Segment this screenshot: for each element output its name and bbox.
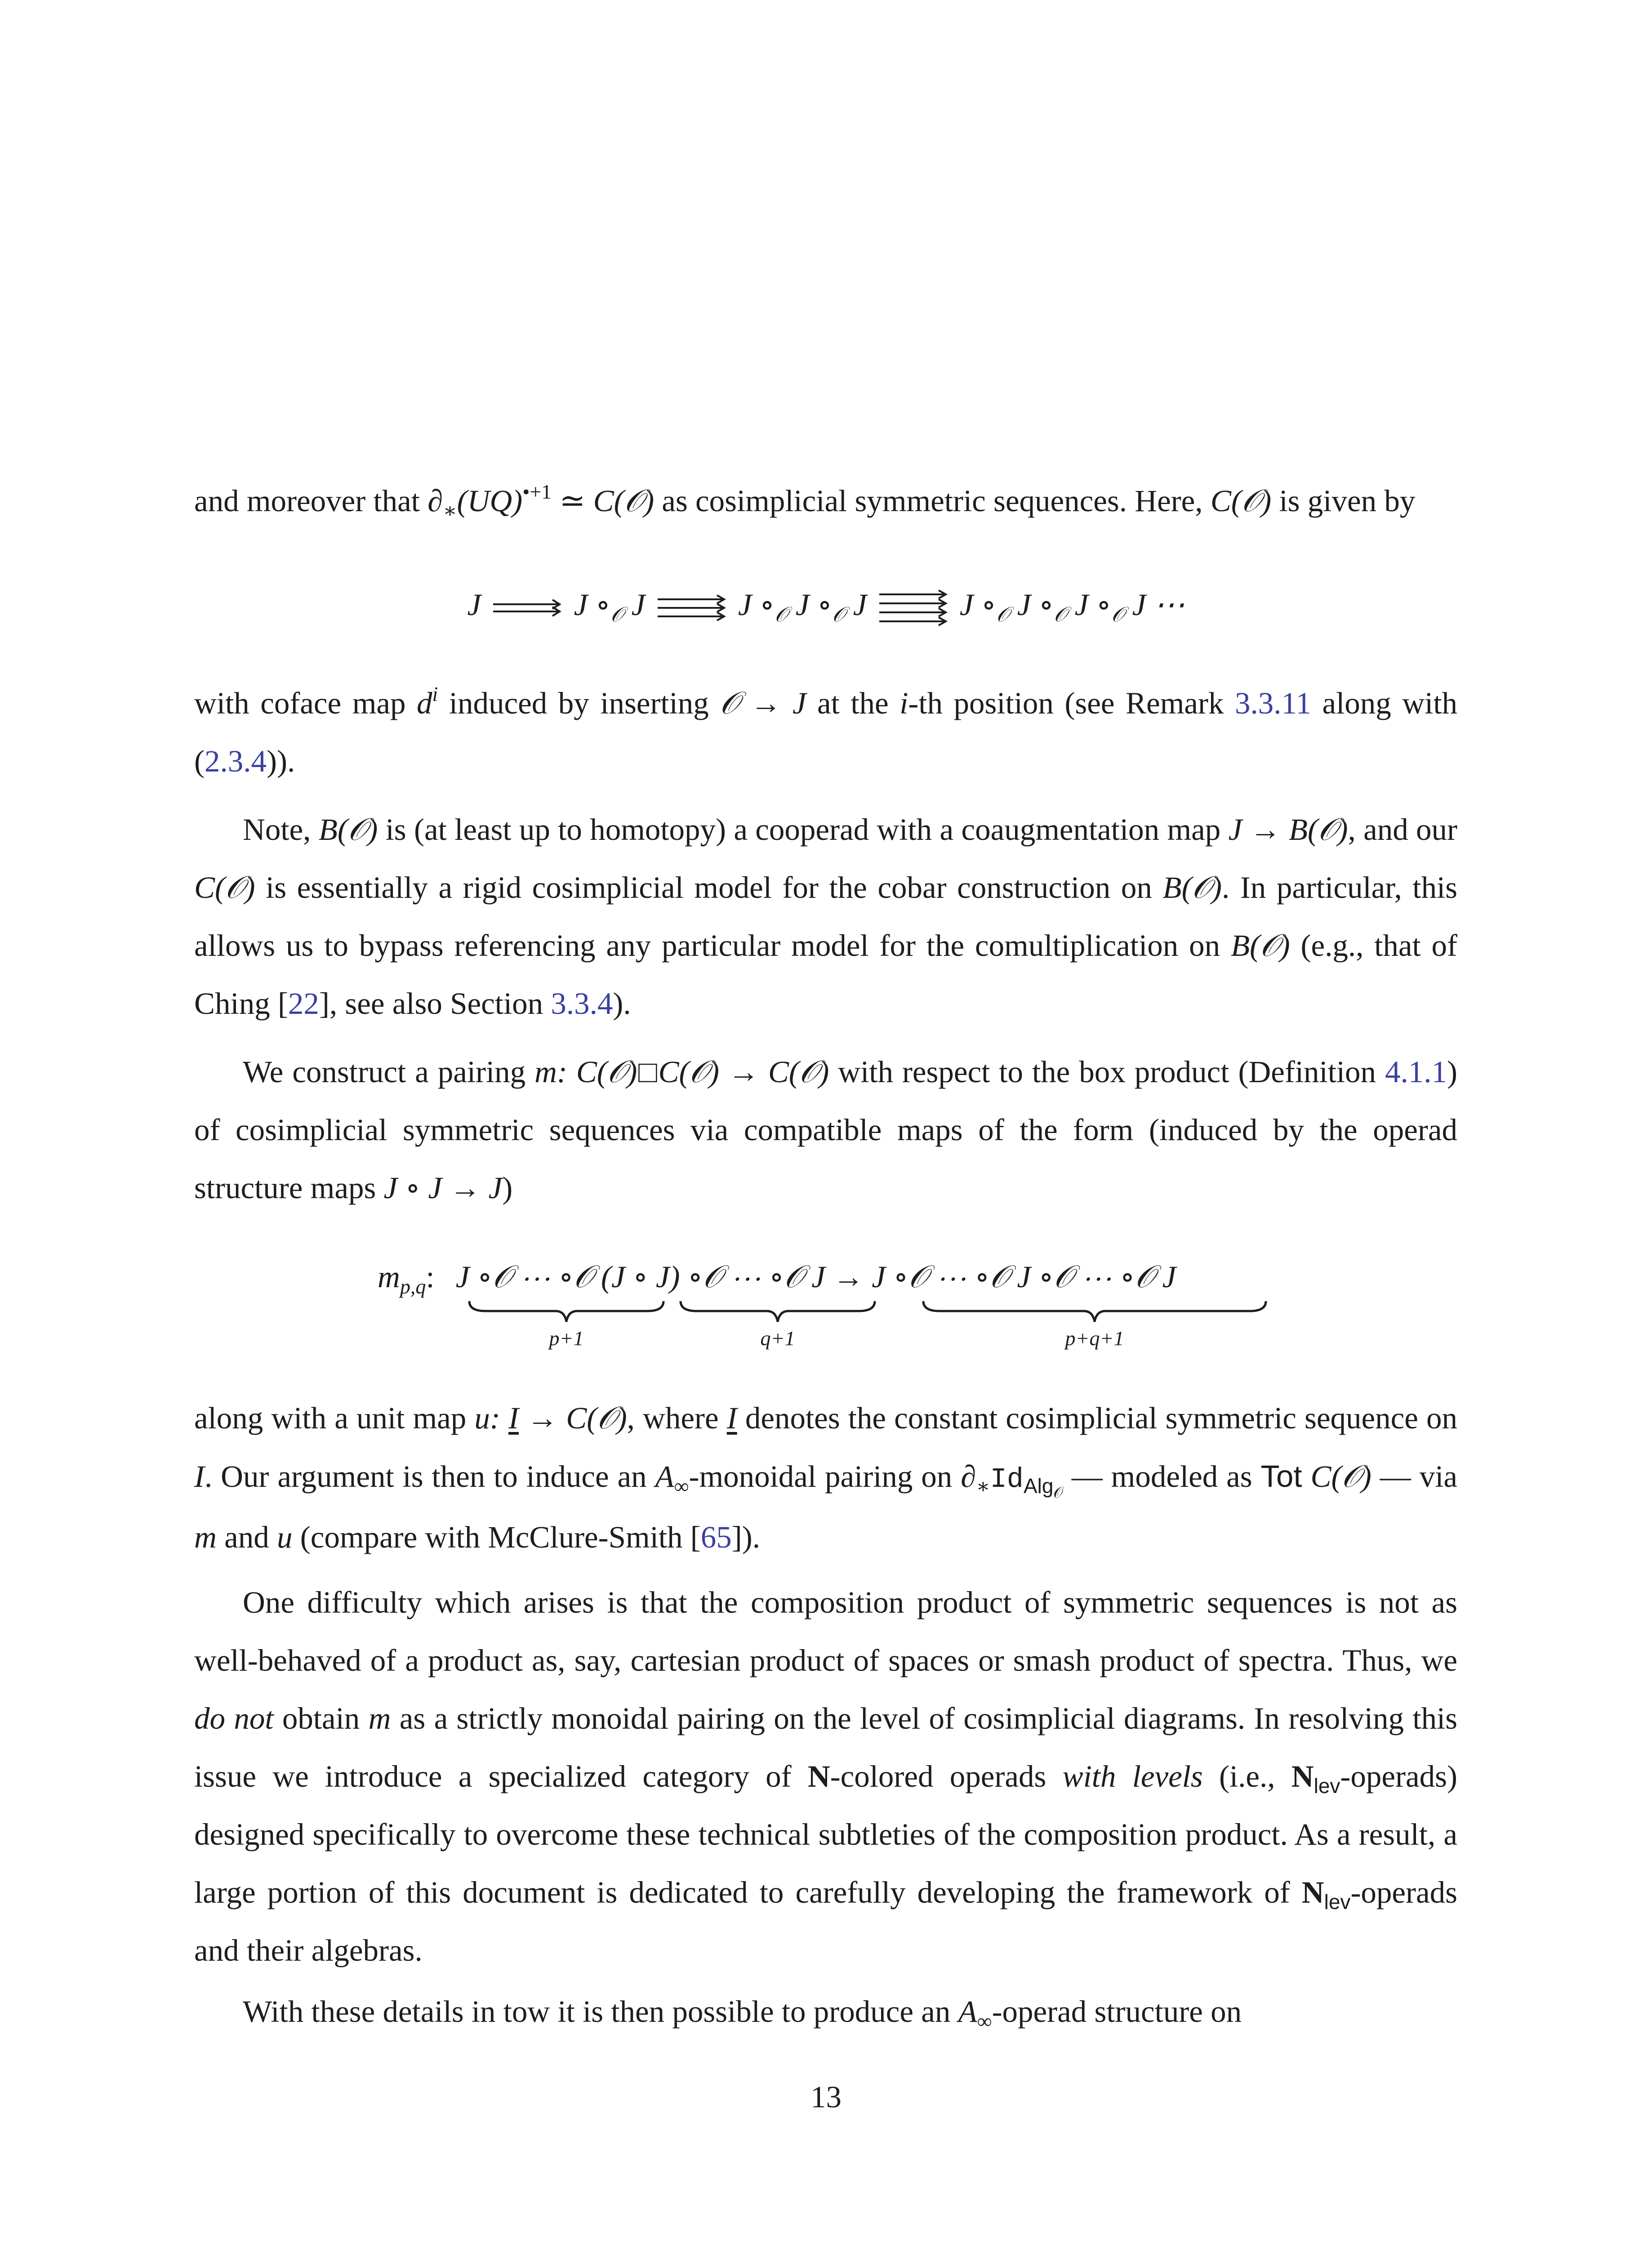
underbrace-label: q+1 [760,1327,795,1350]
text: ). [613,986,631,1021]
math-simeq: ≃ [552,484,593,518]
math: → C(𝒪) [518,1401,627,1435]
underbrace-icon [468,1299,665,1326]
emphasis: with levels [1062,1759,1203,1793]
math: d [417,686,432,720]
math: 𝒪 → J [720,686,806,720]
text: and moreover that [194,484,428,518]
text: ], see also Section [319,986,551,1021]
math-underline: I [508,1401,519,1435]
text: is given by [1271,484,1416,518]
double-arrow-icon [491,594,563,621]
citation-link[interactable]: 65 [700,1520,732,1554]
math-sub: 𝒪 [1054,603,1067,626]
math: J ∘ [1009,588,1054,622]
math: : [426,1260,435,1294]
math: J ∘ [574,588,611,622]
math: u: [474,1401,508,1435]
math-tt: Id [990,1463,1024,1495]
triple-arrow-icon [656,592,728,624]
math: (UQ) [457,484,523,518]
math: J ∘ [738,588,775,622]
text: ) [502,1171,513,1205]
text: ) of cosimplicial symmetric sequences via compatible maps of the form (induced by the operad structure maps [194,1055,1457,1205]
math: J [467,588,481,622]
math: J [845,588,867,622]
math-sup: i [432,682,438,705]
underbrace-icon [922,1299,1268,1326]
math [738,588,867,626]
math: J ∘ [788,588,833,622]
math: J ∘ [1067,588,1112,622]
math-sub: 𝒪 [1053,1485,1063,1501]
eq-link[interactable]: 2.3.4 [204,744,267,778]
display-cosimplicial [0,587,1652,627]
paragraph-5 [194,1389,1457,1576]
paragraph-4 [194,1043,1457,1227]
group-mid: J) ∘𝒪 ⋯ ∘𝒪 J [655,1260,825,1294]
group-right: J ∘𝒪 ⋯ ∘𝒪 J ∘𝒪 ⋯ ∘𝒪 J [872,1260,1176,1294]
math: B(𝒪) [318,812,378,847]
math: C(𝒪) [194,870,255,905]
math-sub: ∗ [443,499,457,522]
math: B(𝒪) [1231,928,1290,963]
math: B(𝒪) [1162,870,1222,905]
paragraph-1 [194,472,1457,540]
text: . In particular, this allows us to bypass referencing any particular model for the comultiplication on [194,870,1457,963]
math-sub: 𝒪 [832,603,846,626]
text: . Our argument is then to induce an [204,1459,655,1494]
citation-link[interactable]: 22 [288,986,319,1021]
text: , and our [1348,812,1458,847]
math-sub: ∞ [977,2010,992,2033]
math-sub: Alg [1024,1474,1054,1498]
display-pairing [0,1259,1652,1376]
math: J ∘ J → J [383,1171,503,1205]
math-sub: 𝒪 [775,603,788,626]
math: J → [1228,812,1281,847]
math-c-o: C(𝒪) [593,484,655,518]
math: ∘ [632,1260,648,1294]
quadruple-arrow-icon [877,589,949,627]
math: ∂ [427,484,443,518]
definition-link[interactable]: 4.1.1 [1385,1055,1447,1089]
text: Note, [243,812,319,847]
text: as a strictly monoidal pairing on the level of cosimplicial diagrams. In resolving this issue we introduce a specialized category of [194,1701,1458,1793]
math-sub: lev [1314,1774,1340,1798]
math-sub: 𝒪 [1111,603,1125,626]
text: )). [266,744,295,778]
group-left: J ∘𝒪 ⋯ ∘𝒪 (J [455,1260,625,1294]
text: with respect to the box product (Definition [829,1055,1385,1089]
pairing-formula [378,1259,1176,1298]
text: , where [627,1401,727,1435]
math: A [655,1459,674,1494]
text: denotes the constant cosimplicial symmetric sequence on [737,1401,1457,1435]
underbrace-label: p+q+1 [1065,1327,1124,1350]
math: m [368,1701,391,1735]
math-sub: ∞ [674,1475,689,1498]
text: as cosimplicial symmetric sequences. Here, [654,484,1211,518]
text: obtain [273,1701,369,1735]
math: m [378,1260,400,1294]
math: C(𝒪) [1302,1459,1371,1494]
math-sub: p,q [400,1275,426,1298]
text: along with a unit map [194,1401,475,1435]
math [959,588,1185,626]
text: induced by inserting [438,686,720,720]
math-partial [427,480,552,522]
math-sub: 𝒪 [610,603,624,626]
text: -operads and their algebras. [194,1875,1457,1967]
underbrace-icon [679,1299,877,1326]
math: J [623,588,646,622]
math-bold: N [1301,1875,1324,1909]
text: with coface map [194,686,417,720]
paragraph-2 [194,674,1457,800]
text: -operads) designed specifically to overcome these technical subtleties of the composition product. As a result, a large portion of this document is dedicated to carefully developing the framework of [194,1759,1457,1909]
math [574,588,646,626]
text: -monoidal pairing on [689,1459,961,1494]
text: is essentially a rigid cosimplicial model for the cobar construction on [255,870,1163,905]
math-c-o: C(𝒪) [1210,484,1272,518]
math: u [276,1520,293,1554]
math-coface [417,682,438,720]
text: One difficulty which arises is that the composition product of symmetric sequences is not as well-behaved of a product as, say, cartesian product of spaces or smash product of spectra. Thus, we [194,1585,1457,1677]
math: ∂ [961,1459,976,1494]
math-arrow: → [833,1260,864,1294]
page-number: 13 [810,2080,842,2114]
math: J ⋯ [1124,588,1185,622]
math: m: C(𝒪)□C(𝒪) → C(𝒪) [534,1055,829,1089]
math: J ∘ [959,588,997,622]
text: (i.e., [1202,1759,1291,1793]
section-link[interactable]: 3.3.4 [551,986,613,1021]
emphasis: do not [194,1701,274,1735]
math-bold: N [1291,1759,1314,1793]
paragraph-7 [194,1983,1457,2051]
ref-link[interactable]: 3.3.11 [1235,686,1311,720]
text: ]). [731,1520,760,1554]
paragraph-6 [194,1574,1457,1989]
text: is (at least up to homotopy) a cooperad with a coaugmentation map [378,812,1229,847]
math: A [958,1994,977,2029]
math-sub: lev [1324,1890,1351,1913]
math-tot: Tot [1260,1459,1302,1494]
math: B(𝒪) [1288,812,1348,847]
text: — via [1371,1459,1457,1494]
text: at the [806,686,900,720]
text: (e.g., that of Ching [ [194,928,1458,1021]
math-sub: ∗ [976,1475,990,1498]
text: (compare with McClure-Smith [ [292,1520,701,1554]
math-sup: •+1 [522,480,552,503]
math-underline: I [726,1401,737,1435]
text: -colored operads [830,1759,1063,1793]
text: — modeled as [1063,1459,1261,1494]
math-sub: 𝒪 [996,603,1010,626]
text: We construct a pairing [243,1055,535,1089]
math-bold: N [807,1759,830,1793]
text: -operad structure on [992,1994,1242,2029]
math: i [899,686,908,720]
text: and [216,1520,277,1554]
text: With these details in tow it is then possible to produce an [243,1994,958,2029]
math: I [194,1459,205,1494]
text: along with ( [194,686,1457,778]
math: m [194,1520,217,1554]
underbrace-label: p+1 [549,1327,584,1350]
text: -th position (see Remark [908,686,1235,720]
paragraph-3 [194,801,1457,1043]
